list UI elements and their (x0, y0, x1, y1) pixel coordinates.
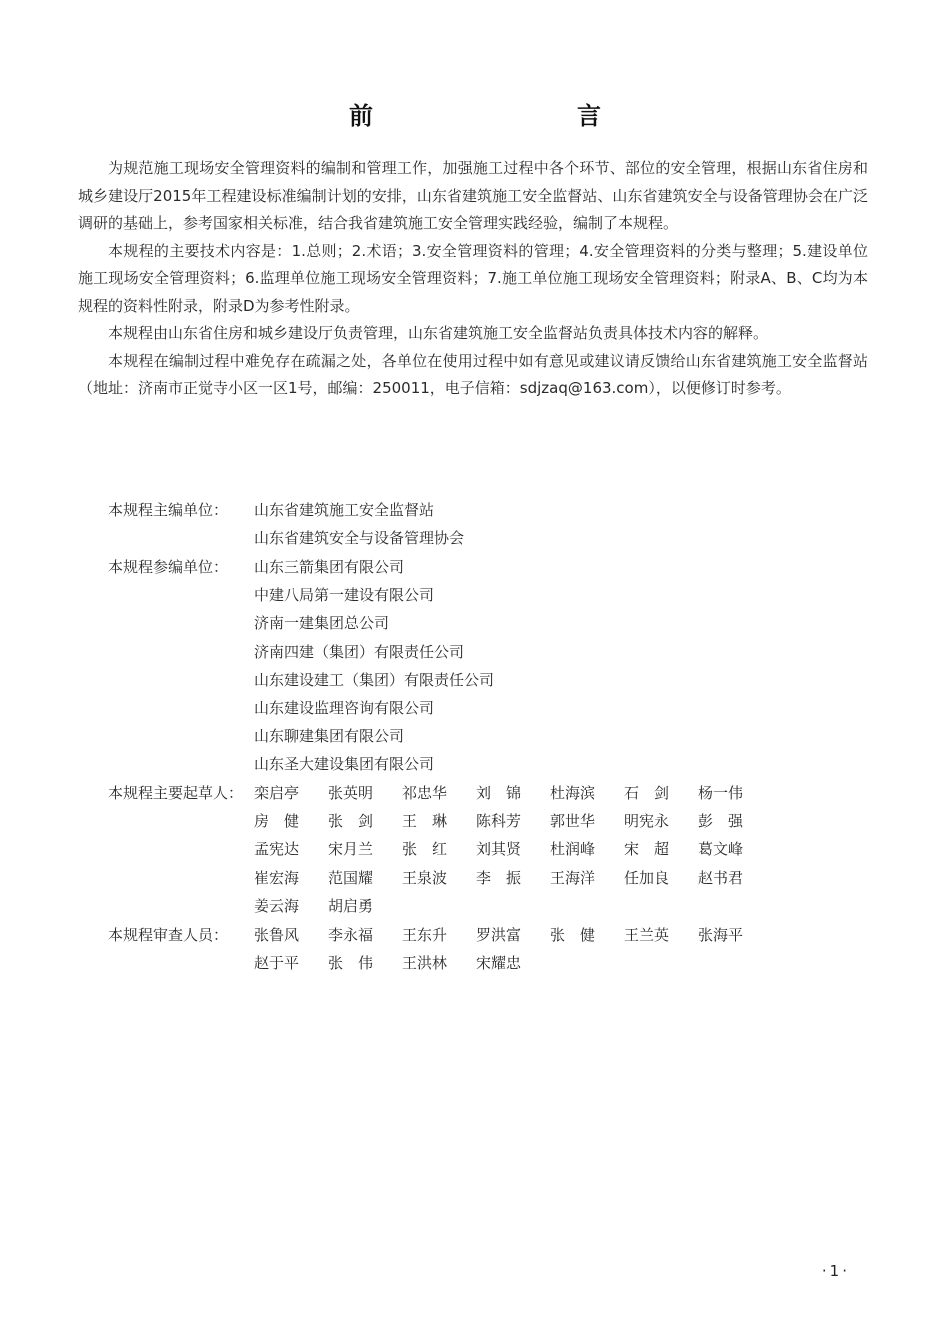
reviewers-list (254, 921, 868, 977)
participating-org: 济南一建集团总公司 (254, 614, 390, 633)
drafter-name: 崔宏海 (254, 868, 300, 887)
reviewer-name: 王兰英 (624, 926, 670, 944)
chief-editors-label: 本规程主编单位： (108, 501, 229, 519)
drafter-name: 宋 超 (624, 840, 670, 859)
reviewer-name: 张 健 (550, 926, 596, 944)
drafter-name: 姜云海 (254, 896, 300, 915)
reviewer-name: 赵于平 (254, 954, 300, 973)
reviewers-section (108, 921, 868, 977)
drafters-label: 本规程主要起草人： (108, 784, 244, 802)
drafter-name: 张英明 (328, 784, 374, 802)
drafter-name: 郭世华 (550, 812, 596, 831)
chief-editor-org: 山东省建筑施工安全监督站 (254, 501, 435, 519)
reviewer-name: 张鲁风 (254, 926, 300, 944)
drafter-name: 杜润峰 (550, 840, 596, 859)
drafters-section (108, 779, 868, 920)
drafter-name: 祁忠华 (402, 784, 448, 802)
participating-org: 济南四建（集团）有限责任公司 (254, 642, 465, 661)
chief-editor-org: 山东省建筑安全与设备管理协会 (254, 529, 465, 548)
participating-units-section (108, 553, 868, 779)
reviewer-name: 张 伟 (328, 954, 374, 973)
drafters-list (254, 779, 868, 920)
preface-body (78, 155, 868, 403)
participating-org: 中建八局第一建设有限公司 (254, 586, 435, 605)
reviewers-label: 本规程审查人员： (108, 926, 229, 944)
drafter-name: 房 健 (254, 812, 300, 831)
reviewer-name: 王东升 (402, 926, 448, 944)
chief-editors-section (108, 496, 868, 552)
drafter-name: 王海洋 (550, 868, 596, 887)
drafter-name: 任加良 (624, 868, 670, 887)
participating-units-label: 本规程参编单位： (108, 558, 229, 576)
paragraph-feedback: 本规程在编制过程中难免存在疏漏之处，各单位在使用过程中如有意见或建议请反馈给山东省建筑施工安全监督站（地址：济南市正觉寺小区一区1号，邮编：250011，电子信箱：sdjzaq@163.com），以便修订时参考。 (78, 351, 868, 397)
drafter-name: 杜海滨 (550, 784, 596, 802)
paragraph-contents: 本规程的主要技术内容是：1.总则；2.术语；3.安全管理资料的管理；4.安全管理资料的分类与整理；5.建设单位施工现场安全管理资料；6.监理单位施工现场安全管理资料；7.施工单位施工现场安全管理资料；附录A、B、C均为本规程的资料性附录，附录D为参考性附录。 (78, 241, 868, 315)
reviewer-name: 张海平 (698, 926, 744, 944)
drafter-name: 胡启勇 (328, 896, 374, 915)
participating-org: 山东建设建工（集团）有限责任公司 (254, 670, 495, 689)
participating-org: 山东建设监理咨询有限公司 (254, 699, 435, 718)
drafter-name: 王泉波 (402, 868, 448, 887)
participating-org: 山东圣大建设集团有限公司 (254, 755, 435, 774)
drafter-name: 宋月兰 (328, 840, 374, 859)
drafter-name: 刘其贤 (476, 840, 522, 859)
drafter-name: 刘 锦 (476, 784, 522, 802)
reviewer-name: 王洪林 (402, 954, 448, 973)
reviewer-name: 李永福 (328, 926, 374, 944)
drafter-name: 范国耀 (328, 868, 374, 887)
drafter-name: 葛文峰 (698, 840, 744, 859)
drafter-name: 陈科芳 (476, 812, 522, 831)
drafter-name: 王 琳 (402, 812, 448, 831)
page-title: 前 言 (349, 102, 653, 130)
drafter-name: 张 红 (402, 840, 448, 859)
drafter-name: 彭 强 (698, 812, 744, 831)
page-number: ·1· (821, 1262, 850, 1280)
drafter-name: 栾启亭 (254, 784, 300, 802)
drafter-name: 杨一伟 (698, 784, 744, 802)
drafter-name: 明宪永 (624, 812, 670, 831)
participating-org: 山东聊建集团有限公司 (254, 727, 405, 746)
paragraph-purpose: 为规范施工现场安全管理资料的编制和管理工作，加强施工过程中各个环节、部位的安全管理，根据山东省住房和城乡建设厅2015年工程建设标准编制计划的安排，山东省建筑施工安全监督站、山东省建筑安全与设备管理协会在广泛调研的基础上，参考国家相关标准，结合我省建筑施工安全管理实践经验，编制了本规程。 (78, 159, 868, 232)
drafter-name: 李 振 (476, 868, 522, 887)
drafter-name: 石 剑 (624, 784, 670, 802)
paragraph-management: 本规程由山东省住房和城乡建设厅负责管理，山东省建筑施工安全监督站负责具体技术内容的解释。 (108, 324, 769, 342)
drafter-name: 孟宪达 (254, 840, 300, 859)
reviewer-name: 宋耀忠 (476, 954, 522, 973)
drafter-name: 张 剑 (328, 812, 374, 831)
drafter-name: 赵书君 (698, 868, 744, 887)
reviewer-name: 罗洪富 (476, 926, 522, 944)
participating-org: 山东三箭集团有限公司 (254, 558, 405, 576)
